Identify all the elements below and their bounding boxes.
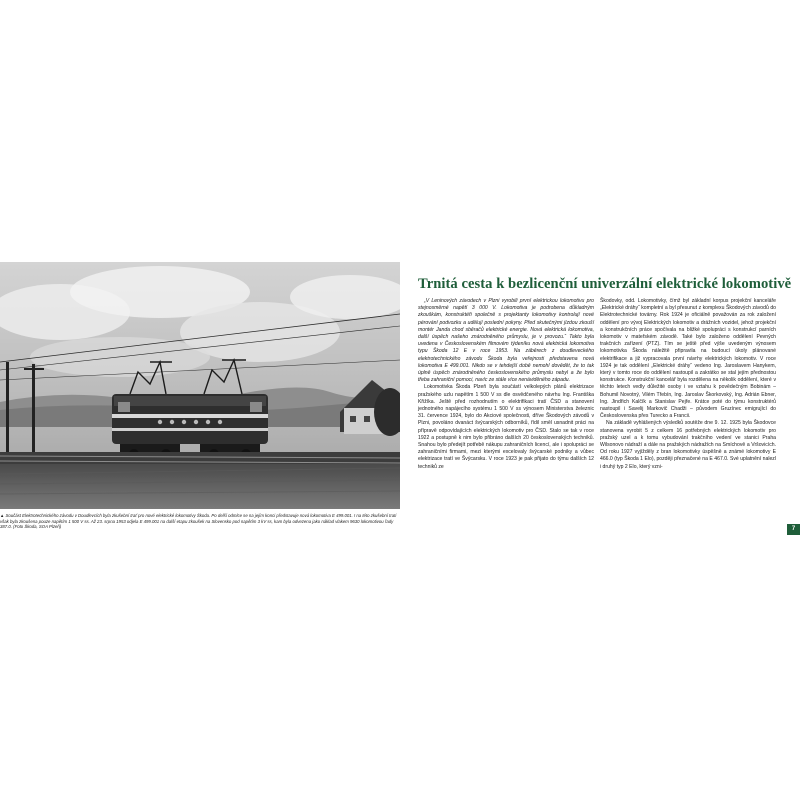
article-title: Trnitá cesta k bezlicenční univerzální elektrické lokomotivě bbox=[418, 276, 792, 292]
photo-caption bbox=[0, 513, 400, 530]
paragraph: Škodovky, odd. Lokomotivky, čímž byl základní korpus projekční kanceláře „Elektrické dráhy“ kompletní a byl přesunut z komplexu Škodových závodů do Elektrotechnické továrny. Rok 1924 je oficiálně považován za rok založení oddělení pro vývoj Elektrických lokomotiv a drážních vozidel, jehož projekční a konstrukčních práce spočívala na bližké spolupráci s konstrukcí parních lokomotiv v mateřském závodě. Také bylo založeno oddělení Pevných trakčních zařízení (PTZ). Tím se ještě před výše uvedeným výnosem lokomotivka Škoda náležitě připravila na budoucí úkoly plánované elektrifikace a již vypracovala první návrhy elektrických lokomotiv. V roce 1924 je tak oddělení „Elektrické dráhy“ vedeno Ing. Jaroslavem Hanykem, který v tomto roce do oddělení nastoupil a zakrátko se stal jejím přednostou konstrukce. Konstrukční kancelář byla rozdělena na několik oddělení, které v těchto letech vedly důležité osoby i ve vztahu k povědečným Bobinám – Bohumil Novotný, Vilém Třebín, Ing. Jaroslav Škorkovský, Ing. Adrián Ebner, Ing. Jindřich Kalčík a Stanislav Pejře. Krátce poté do týmu konstruktérů nastoupil i Savelij Markovič Chadži – původem Gruzínec emigrující do Československa přes Turecko a Francii. bbox=[600, 298, 776, 420]
text-column-right bbox=[600, 298, 776, 471]
paragraph: Lokomotivka Škoda Plzeň byla součástí velkolepých plánů elektrizace pražského uzlu napětím 1 500 V ss dle osvědčeného návrhu Ing. Františka Křižíka. Ještě před rozhodnutím o elektrifikaci tratí ČSD a stanovení jednotného napájecího systému 1 500 V ss výnosem Ministerstva železnic 31. července 1924, bylo do Akciové společnosti, dříve Škodových závodů v Plzni, povoláno dvanáct švýcarských odborníků, řídil směl usnadnit práci na přípravě odpovídajících elektrických lokomotiv pro ČSD. Stalo se tak v roce 1922 a postupně k nim bylo přibráno dalších 20 československých techniků. Snahou bylo předejít potřebě nákupu zahraničních licencí, ale i spolupráci se zahraničními firmami, mezi kterými excelovaly švýcarské podniky a vůbec elektrizace tratí ve Švýcarsku. V roce 1923 je pak přijato do týmu dalších 12 techniků ze bbox=[418, 384, 594, 470]
paragraph: „V Leninových závodech v Plzni vyrobili první elektrickou lokomotivu pro stejnosměrné napětí 3 000 V. Lokomotiva je podrobena důkladným zkouškám, konstruktéři společně s projektanty lokomotivy kontrolují nové pérování podvozku a udělují poslední pokyny. Před skutečnými jízdou zkouší montér Janda chod sběračů elektrické energie. Nová elektrická lokomotiva, další úspěch našeho znárodněného průmyslu, je v provozu.“ Takto byla uvedena v Československém filmovém týdeníku nová elektrická lokomotiva typu Škoda 12 E v roce 1953. Na záběrech z doudleveckého elektrotechnického závodu Škoda byla veřejnosti představena nová lokomotiva E 499.001. Nikdo se v tehdejší době nemohl dovědět, že to tak úplně úspěch znárodněného československého průmyslu nebyl a že bylo třeba zahraniční pomoci, navíc ze stále více nenáviděného západu. bbox=[418, 298, 594, 384]
page-number-badge: 7 bbox=[787, 524, 800, 535]
paragraph: Na základě vyhlášených výsledků soutěže dne 9. 12. 1925 byla Škodovce stanovena vyrobit 5 z celkem 16 potřebných elektrických lokomotiv pro pražský uzel a k tomu vybudování trakčního vedení ve stanici Praha Wilsonovo nádraží a dále na pražských nádražích na Smíchově a Vršovicích. Od roku 1927 vyjížděly z bran lokomotivky úspěšně a známé lokomotivy E 466.0 (typ Škoda 1 Elo), později přeznačené na E 467.0. Své uplatnění nalezl i druhý typ 2 Elo, který vzni- bbox=[600, 420, 776, 470]
text-column-left bbox=[418, 298, 594, 471]
locomotive-photo bbox=[0, 262, 400, 509]
photo-caption-text: ▲ Součást Elektrotechnického závodu v Doudlevcích byla zkušební trať pro nové elektrické lokomotivy Škoda. Po delší odmlce se na jejím konci představuje nová lokomotiva E 499.001. I na této zkušební trati však byla zkoušena pouze napětím 1 500 V ss. Až 23. srpna 1953 odjela E 499.001 na další etapu zkoušek na Slovensko pod napětím 3 kV ss, kam byla odvezena jako náklad vlakem 9630 lokomotivou řady 387.0. (Foto Škoda, SOA Plzeň) bbox=[0, 513, 397, 530]
